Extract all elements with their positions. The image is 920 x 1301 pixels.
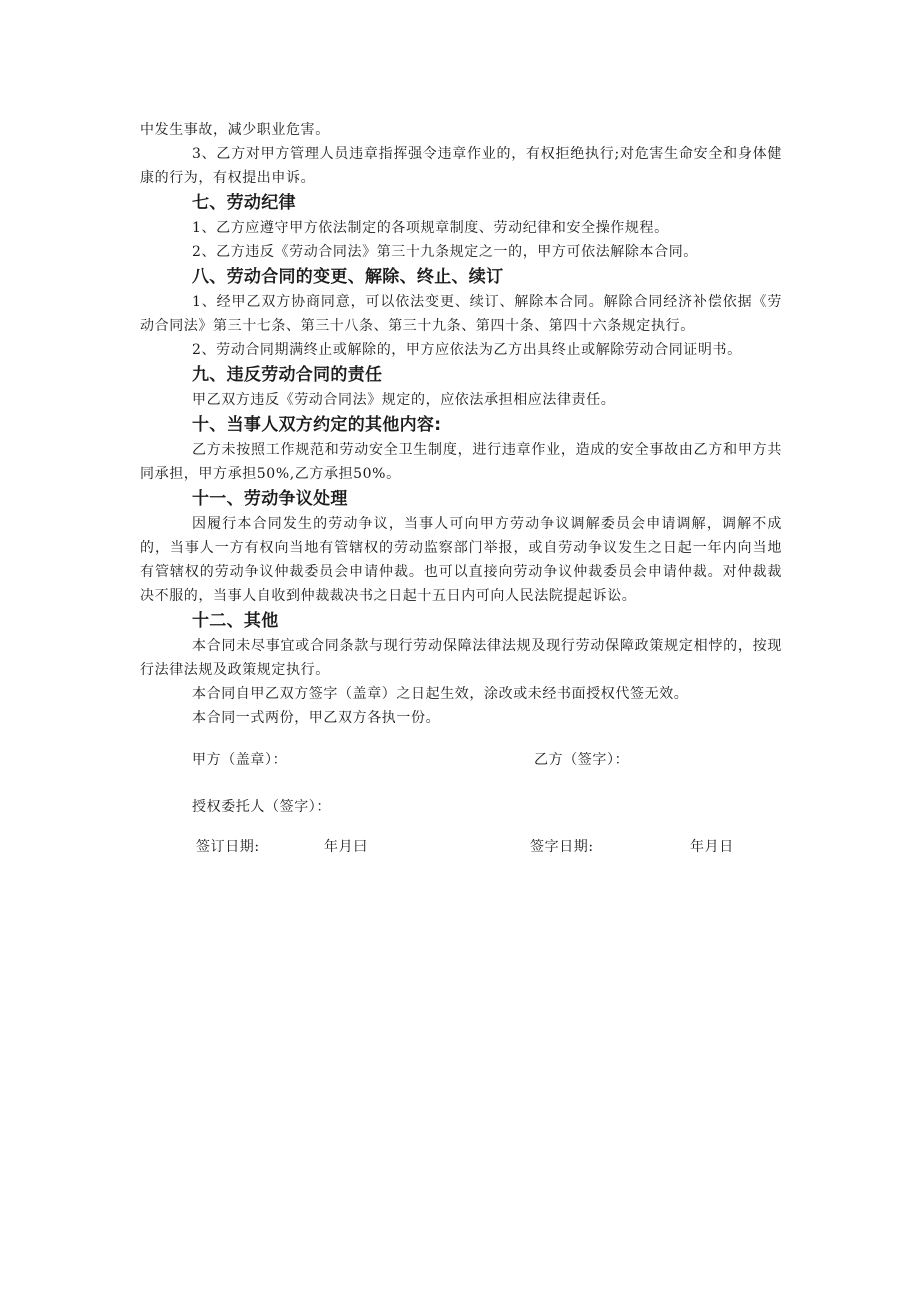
sign-date-a-value: 年月曰 — [324, 839, 368, 855]
paragraph-other-terms: 乙方未按照工作规范和劳动安全卫生制度，进行违章作业，造成的安全事故由乙方和甲方共同承担，甲方承担50%,乙方承担50%。 — [140, 442, 782, 482]
section-heading-9: 九、违反劳动合同的责任 — [192, 365, 383, 385]
signature-row-dates — [196, 837, 796, 857]
section-heading-10: 十、当事人双方约定的其他内容: — [192, 415, 442, 435]
paragraph-discipline-2: 2、乙方违反《劳动合同法》第三十九条规定之一的，甲方可依法解除本合同。 — [192, 244, 698, 260]
section-heading-11: 十一、劳动争议处理 — [192, 489, 348, 509]
party-b-label: 乙方（签字）： — [534, 752, 630, 768]
paragraph-change-1: 1、经甲乙双方协商同意，可以依法变更、续订、解除本合同。解除合同经济补偿依据《劳动合同法》第三十七条、第三十八条、第三十九条、第四十条、第四十六条规定执行。 — [140, 294, 782, 334]
sign-date-b-value: 年月日 — [690, 839, 734, 855]
paragraph-continuation: 中发生事故，减少职业危害。 — [140, 122, 330, 138]
paragraph-liability: 甲乙双方违反《劳动合同法》规定的，应依法承担相应法律责任。 — [192, 392, 616, 408]
paragraph-misc-2: 本合同自甲乙双方签字（盖章）之日起生效，涂改或未经书面授权代签无效。 — [192, 686, 689, 702]
signature-row-authorized — [192, 797, 792, 817]
section-heading-7: 七、劳动纪律 — [192, 193, 296, 213]
paragraph-clause-3: 3、乙方对甲方管理人员违章指挥强令违章作业的，有权拒绝执行;对危害生命安全和身体健康的行为，有权提出申诉。 — [140, 146, 782, 186]
party-a-label: 甲方（盖章）： — [192, 752, 288, 768]
sign-date-a-label: 签订日期: — [196, 839, 260, 855]
section-heading-12: 十二、其他 — [192, 611, 279, 631]
paragraph-change-2: 2、劳动合同期满终止或解除的，甲方应依法为乙方出具终止或解除劳动合同证明书。 — [192, 342, 742, 358]
authorized-agent-label: 授权委托人（签字）： — [192, 799, 331, 815]
sign-date-b-label: 签字日期: — [530, 839, 594, 855]
paragraph-dispute: 因履行本合同发生的劳动争议，当事人可向甲方劳动争议调解委员会申请调解，调解不成的，当事人一方有权向当地有管辖权的劳动监察部门举报，或自劳动争议发生之日起一年内向当地有管辖权的劳动争议仲裁委员会申请仲裁。也可以直接向劳动争议仲裁委员会申请仲裁。对仲裁裁决不服的，当事人自收到仲裁裁决书之日起十五日内可向人民法院提起诉讼。 — [140, 516, 782, 604]
section-heading-8: 八、劳动合同的变更、解除、终止、续订 — [192, 267, 504, 287]
contract-page — [140, 118, 782, 730]
paragraph-discipline-1: 1、乙方应遵守甲方依法制定的各项规章制度、劳动纪律和安全操作规程。 — [192, 220, 669, 236]
paragraph-misc-1: 本合同未尽事宜或合同条款与现行劳动保障法律法规及现行劳动保障政策规定相悖的，按现行法律法规及政策规定执行。 — [140, 638, 782, 678]
signature-row-parties — [192, 750, 792, 770]
paragraph-misc-3: 本合同一式两份，甲乙双方各执一份。 — [192, 710, 441, 726]
